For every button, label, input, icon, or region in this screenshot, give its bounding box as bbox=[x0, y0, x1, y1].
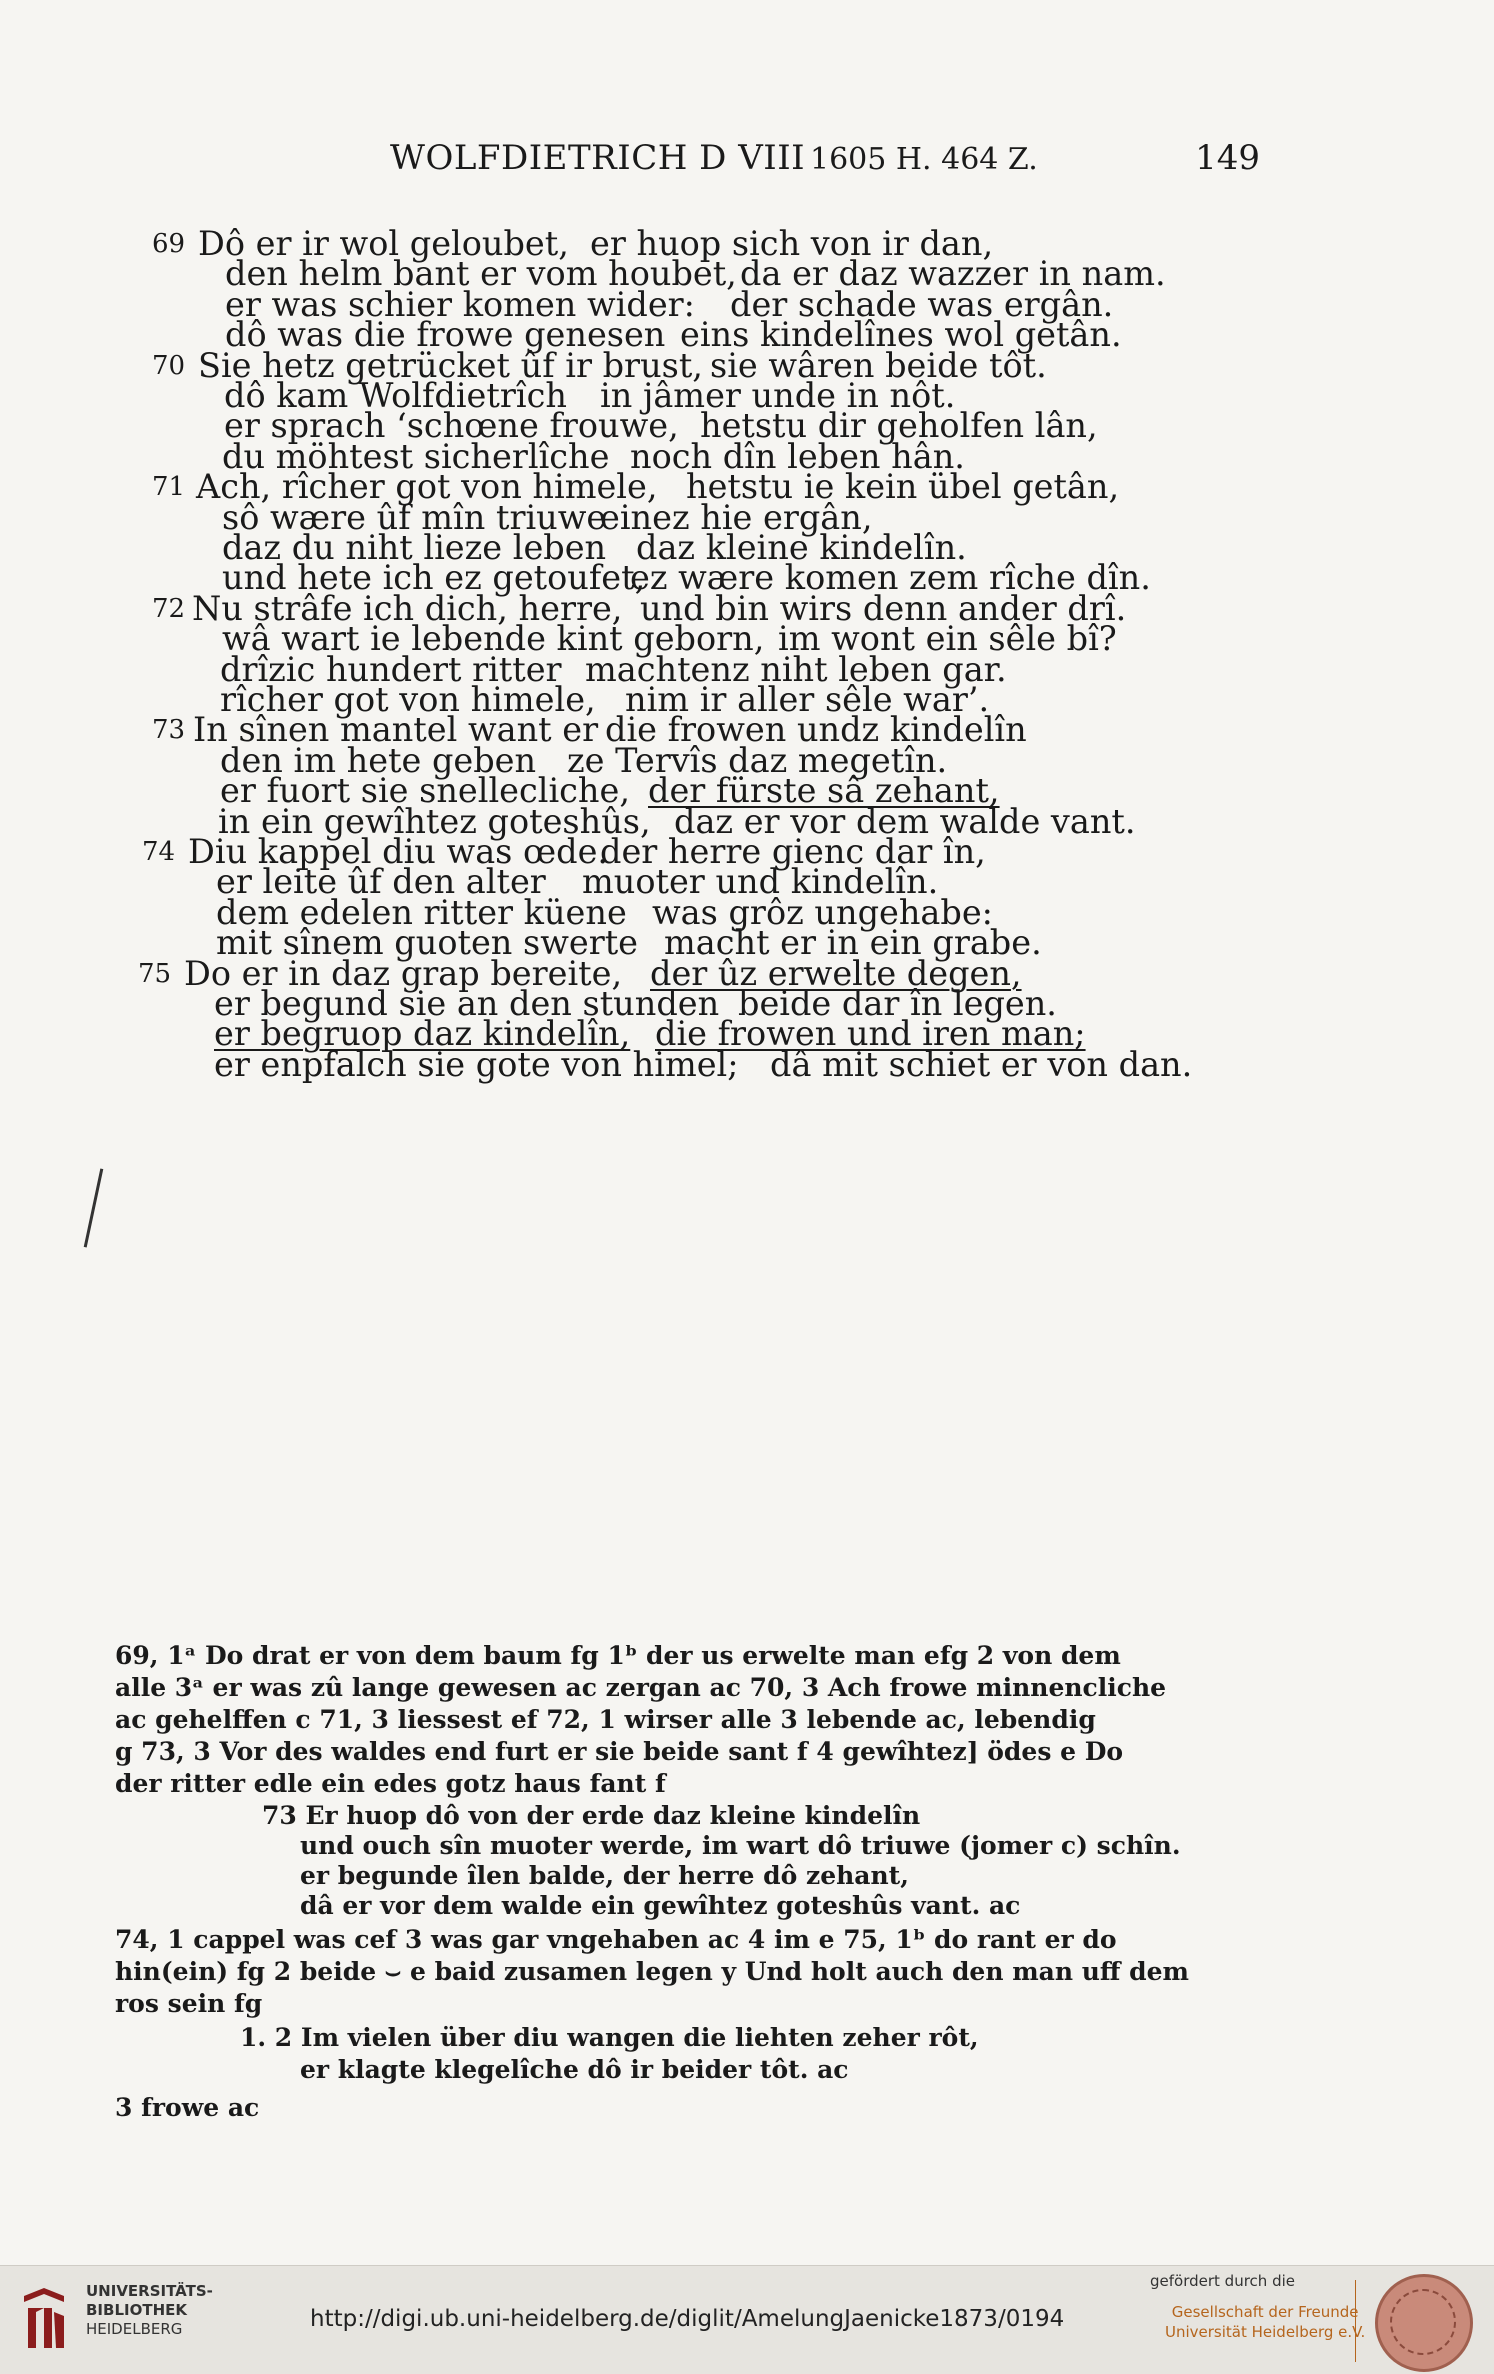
stanza-number: 74 bbox=[142, 837, 176, 867]
apparatus-line: er klagte klegelîche dô ir beider tôt. ac bbox=[300, 2055, 849, 2084]
verse-second-half: daz er vor dem walde vant. bbox=[674, 801, 1136, 841]
verse-first-half: dô kam Wolfdietrîch bbox=[224, 376, 567, 415]
verse-second-half: hetstu ie kein übel getân, bbox=[686, 467, 1120, 507]
verse-second-half: was grôz ungehabe: bbox=[652, 892, 993, 932]
stanza-number: 70 bbox=[152, 350, 186, 381]
stanza-number: 75 bbox=[138, 958, 172, 989]
manuscript-signature: 1605 H. 464 Z. bbox=[810, 142, 1038, 177]
apparatus-line: 1. 2 Im vielen über diu wangen die liehten zeher rôt, bbox=[240, 2023, 979, 2052]
verse-first-half: drîzic hundert ritter bbox=[220, 649, 562, 689]
verse-first-half: er was schier komen wider: bbox=[225, 284, 695, 324]
verse-first-half: daz du niht lieze leben bbox=[222, 528, 607, 567]
verse-first-half: er sprach ‘schœne frouwe, bbox=[224, 406, 679, 446]
apparatus-line: dâ er vor dem walde ein gewîhtez goteshûs vant. ac bbox=[300, 1891, 1021, 1920]
verse-first-half: du möhtest sicherlîche bbox=[222, 436, 610, 476]
stanza-number: 72 bbox=[152, 593, 186, 624]
verse-first-half: sô wære ûf mîn triuwe bbox=[222, 497, 607, 537]
verse-second-half: ze Tervîs daz megetîn. bbox=[567, 740, 948, 780]
verse-second-half: in jâmer unde in nôt. bbox=[600, 376, 956, 415]
verse-first-half: Nu strâfe ich dich, herre, bbox=[192, 588, 623, 628]
verse-first-half: In sînen mantel want er bbox=[193, 710, 599, 750]
verse-second-half: der ûz erwelte degen, bbox=[650, 953, 1022, 993]
apparatus-line: ac gehelffen c 71, 3 liessest ef 72, 1 wirser alle 3 lebende ac, lebendig bbox=[115, 1705, 1096, 1734]
verse-second-half: daz kleine kindelîn. bbox=[636, 528, 967, 567]
apparatus-line: der ritter edle ein edes gotz haus fant f bbox=[115, 1769, 666, 1798]
university-seal-icon bbox=[1375, 2274, 1473, 2372]
stanza-number: 69 bbox=[152, 229, 186, 259]
verse-second-half: hetstu dir geholfen lân, bbox=[700, 406, 1098, 446]
ub-heidelberg-logo-icon bbox=[18, 2286, 70, 2356]
verse-second-half: und bin wirs denn ander drî. bbox=[640, 588, 1127, 628]
permalink-url[interactable]: http://digi.ub.uni-heidelberg.de/diglit/AmelungJaenicke1873/0194 bbox=[310, 2306, 1065, 2332]
verse-first-half: er leite ûf den alter bbox=[216, 862, 546, 902]
apparatus-line: und ouch sîn muoter werde, im wart dô triuwe (jomer c) schîn. bbox=[300, 1831, 1181, 1860]
apparatus-line: er begunde îlen balde, der herre dô zehant, bbox=[300, 1861, 909, 1890]
verse-second-half: einez hie ergân, bbox=[600, 497, 873, 537]
running-header bbox=[390, 138, 1260, 188]
stanza-number: 71 bbox=[152, 472, 186, 503]
library-name-line: BIBLIOTHEK bbox=[86, 2301, 187, 2319]
verse-first-half: Ach, rîcher got von himele, bbox=[196, 467, 658, 507]
verse-first-half: er begund sie an den stunden bbox=[214, 984, 720, 1023]
verse-first-half: Dô er ir wol geloubet, bbox=[198, 224, 569, 263]
verse-second-half: muoter und kindelîn. bbox=[582, 862, 939, 902]
apparatus-line: 73 Er huop dô von der erde daz kleine kindelîn bbox=[262, 1801, 921, 1830]
verse-line bbox=[0, 1043, 1494, 1087]
apparatus-line: 69, 1ᵃ Do drat er von dem baum fg 1ᵇ der us erwelte man efg 2 von dem bbox=[115, 1641, 1121, 1670]
verse-second-half: da er daz wazzer in nam. bbox=[740, 254, 1166, 294]
verse-first-half: in ein gewîhtez goteshûs, bbox=[218, 801, 651, 841]
verse-first-half: Do er in daz grap bereite, bbox=[184, 953, 623, 993]
verse-first-half: Sie hetz getrücket ûf ir brust, bbox=[198, 345, 703, 385]
page-number: 149 bbox=[1195, 138, 1260, 178]
verse-first-half: Diu kappel diu was œde. bbox=[188, 832, 609, 871]
verse-second-half: macht er in ein grabe. bbox=[664, 923, 1042, 963]
verse-first-half: dô was die frowe genesen bbox=[225, 315, 666, 355]
society-name bbox=[1165, 2302, 1365, 2342]
verse-first-half: er enpfalch sie gote von himel; bbox=[214, 1044, 739, 1084]
apparatus-line: ros sein fg bbox=[115, 1989, 263, 2018]
viewer-footer bbox=[0, 2265, 1494, 2374]
apparatus-line: g 73, 3 Vor des waldes end furt er sie beide sant f 4 gewîhtez] ödes e Do bbox=[115, 1737, 1124, 1766]
society-name-line: Universität Heidelberg e.V. bbox=[1165, 2323, 1366, 2341]
verse-second-half: ez wære komen zem rîche dîn. bbox=[630, 558, 1151, 598]
verse-first-half: er fuort sie snellecliche, bbox=[220, 771, 630, 811]
verse-second-half: sie wâren beide tôt. bbox=[710, 345, 1047, 385]
verse-second-half: nim ir aller sêle war’. bbox=[625, 680, 990, 719]
verse-first-half: dem edelen ritter küene bbox=[216, 892, 627, 932]
library-name-line: HEIDELBERG bbox=[86, 2320, 183, 2338]
library-name-line: UNIVERSITÄTS- bbox=[86, 2282, 213, 2300]
margin-pencil-mark bbox=[84, 1169, 104, 1248]
running-title: WOLFDIETRICH D VIII bbox=[390, 138, 806, 178]
verse-first-half: wâ wart ie lebende kint geborn, bbox=[222, 619, 765, 659]
apparatus-line: hin(ein) fg 2 beide ⌣ e baid zusamen legen y Und holt auch den man uff dem bbox=[115, 1957, 1189, 1986]
verse-first-half: mit sînem guoten swerte bbox=[216, 923, 639, 963]
sponsor-label: gefördert durch die bbox=[1150, 2272, 1295, 2290]
apparatus-line: 74, 1 cappel was cef 3 was gar vngehaben ac 4 im e 75, 1ᵇ do rant er do bbox=[115, 1925, 1117, 1954]
verse-second-half: im wont ein sêle bî? bbox=[778, 619, 1117, 659]
verse-first-half: und hete ich ez getoufet, bbox=[222, 558, 646, 598]
verse-second-half: dâ mit schiet er von dan. bbox=[770, 1044, 1193, 1084]
verse-second-half: der fürste sâ zehant, bbox=[648, 771, 1000, 811]
verse-second-half: beide dar în legen. bbox=[738, 984, 1057, 1023]
society-name-line: Gesellschaft der Freunde bbox=[1171, 2303, 1359, 2321]
verse-first-half: rîcher got von himele, bbox=[220, 680, 596, 719]
verse-second-half: der schade was ergân. bbox=[730, 284, 1114, 324]
library-name bbox=[86, 2282, 213, 2339]
verse-second-half: machtenz niht leben gar. bbox=[585, 649, 1007, 689]
stanza-number: 73 bbox=[152, 715, 186, 746]
verse-second-half: die frowen undz kindelîn bbox=[605, 710, 1027, 750]
verse-first-half: er begruop daz kindelîn, bbox=[214, 1014, 631, 1054]
verse-first-half: den im hete geben bbox=[220, 740, 537, 780]
verse-second-half: noch dîn leben hân. bbox=[630, 436, 965, 476]
verse-first-half: den helm bant er vom houbet, bbox=[225, 254, 737, 294]
verse-second-half: die frowen und iren man; bbox=[655, 1014, 1086, 1054]
apparatus-line: alle 3ᵃ er was zû lange gewesen ac zergan ac 70, 3 Ach frowe minnencliche bbox=[115, 1673, 1167, 1702]
apparatus-line: 3 frowe ac bbox=[115, 2093, 260, 2122]
verse-second-half: eins kindelînes wol getân. bbox=[680, 315, 1122, 355]
verse-second-half: er huop sich von ir dan, bbox=[590, 224, 994, 263]
verse-second-half: der herre gienc dar în, bbox=[600, 832, 986, 871]
